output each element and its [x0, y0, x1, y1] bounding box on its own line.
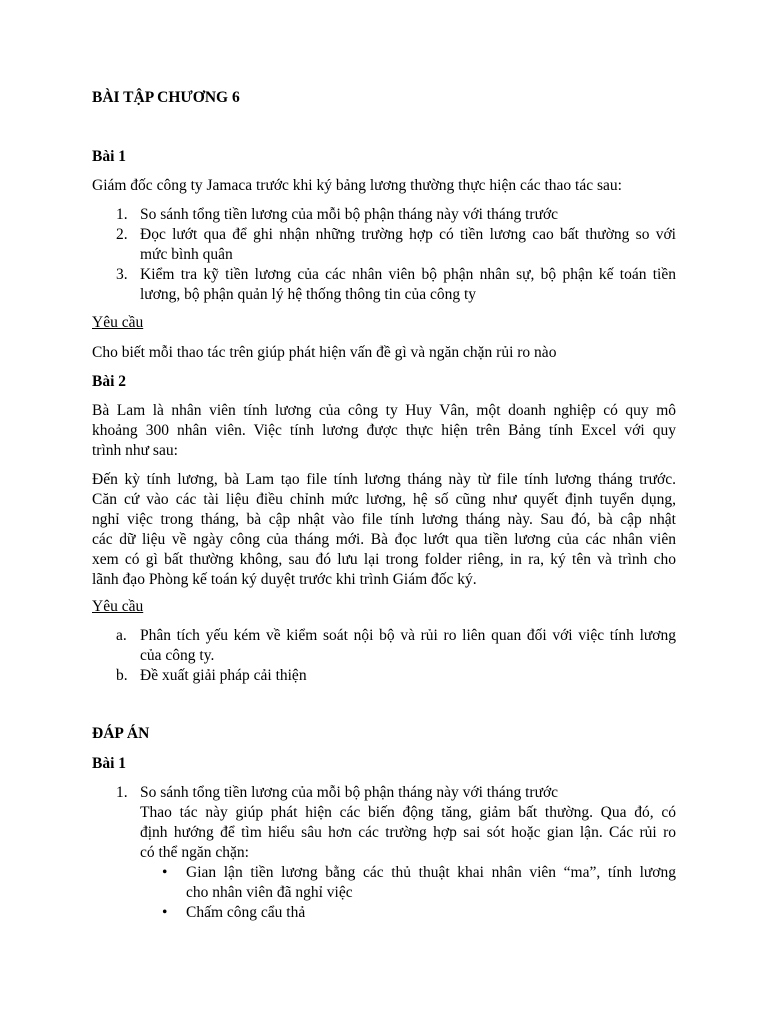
paragraph-line: xem có gì bất thường không, sau đó lưu lại trong folder riêng, in ra, ký tên và trình cho [92, 551, 676, 568]
list-item-line: Đề xuất giải pháp cải thiện [140, 667, 307, 684]
list-letter: a. [116, 627, 127, 644]
paragraph-line: Căn cứ vào các tài liệu điều chỉnh mức lương, hệ số cũng như quyết định tuyển dụng, [92, 491, 676, 508]
list-item-line: Phân tích yếu kém về kiểm soát nội bộ và rủi ro liên quan đối với việc tính lương [140, 627, 676, 644]
bullet-item-line: Gian lận tiền lương bằng các thủ thuật khai nhân viên “ma”, tính lương [186, 864, 676, 881]
exercise-1-heading: Bài 1 [92, 148, 127, 165]
bullet-icon: • [162, 904, 168, 921]
list-number: 3. [116, 266, 128, 283]
list-item-line: Kiểm tra kỹ tiền lương của các nhân viên bộ phận nhân sự, bộ phận kế toán tiền [140, 266, 676, 283]
answer-item-title: So sánh tổng tiền lương của mỗi bộ phận tháng này với tháng trước [140, 784, 559, 801]
answer-1-heading: Bài 1 [92, 755, 127, 772]
answer-body-line: Thao tác này giúp phát hiện các biến động tăng, giảm bất thường. Qua đó, có [140, 804, 676, 821]
list-number: 1. [116, 206, 128, 223]
paragraph-line: Đến kỳ tính lương, bà Lam tạo file tính lương tháng này từ file tính lương tháng trước. [92, 471, 676, 488]
paragraph-line: trình như sau: [92, 442, 178, 459]
requirement-label: Yêu cầu [92, 314, 144, 331]
list-number: 1. [116, 784, 128, 801]
list-letter: b. [116, 667, 128, 684]
bullet-item-line: Chấm công cẩu thả [186, 904, 306, 921]
answer-body-line: có thể ngăn chặn: [140, 844, 249, 861]
exercise-1-intro: Giám đốc công ty Jamaca trước khi ký bảng lương thường thực hiện các thao tác sau: [92, 177, 622, 194]
bullet-icon: • [162, 864, 168, 881]
answers-heading: ĐÁP ÁN [92, 725, 150, 742]
answer-body-line: định hướng để tìm hiểu sâu hơn các trường hợp sai sót hoặc gian lận. Các rủi ro [140, 824, 676, 841]
paragraph-line: khoảng 300 nhân viên. Việc tính lương được thực hiện trên Bảng tính Excel với quy [92, 422, 676, 439]
list-item-line: lương, bộ phận quản lý hệ thống thông tin của công ty [140, 286, 477, 303]
list-item-line: mức bình quân [140, 246, 233, 263]
paragraph-line: Bà Lam là nhân viên tính lương của công ty Huy Vân, một doanh nghiệp có quy mô [92, 402, 676, 419]
list-item-line: So sánh tổng tiền lương của mỗi bộ phận tháng này với tháng trước [140, 206, 559, 223]
paragraph-line: lãnh đạo Phòng kế toán ký duyệt trước khi trình Giám đốc ký. [92, 571, 477, 588]
list-item-line: của công ty. [140, 647, 215, 664]
paragraph-line: các dữ liệu về ngày công của tháng mới. Bà đọc lướt qua tiền lương của các nhân viên [92, 531, 676, 548]
requirement-label: Yêu cầu [92, 598, 144, 615]
list-item-line: Đọc lướt qua để ghi nhận những trường hợp có tiền lương cao bất thường so với [140, 226, 676, 243]
requirement-text: Cho biết mỗi thao tác trên giúp phát hiện vấn đề gì và ngăn chặn rủi ro nào [92, 344, 557, 361]
document-title: BÀI TẬP CHƯƠNG 6 [92, 89, 240, 106]
list-number: 2. [116, 226, 128, 243]
bullet-item-line: cho nhân viên đã nghỉ việc [186, 884, 353, 901]
paragraph-line: nghỉ việc trong tháng, bà cập nhật vào file tính lương tháng này. Sau đó, bà cập nhật [92, 511, 676, 528]
exercise-2-heading: Bài 2 [92, 373, 127, 390]
